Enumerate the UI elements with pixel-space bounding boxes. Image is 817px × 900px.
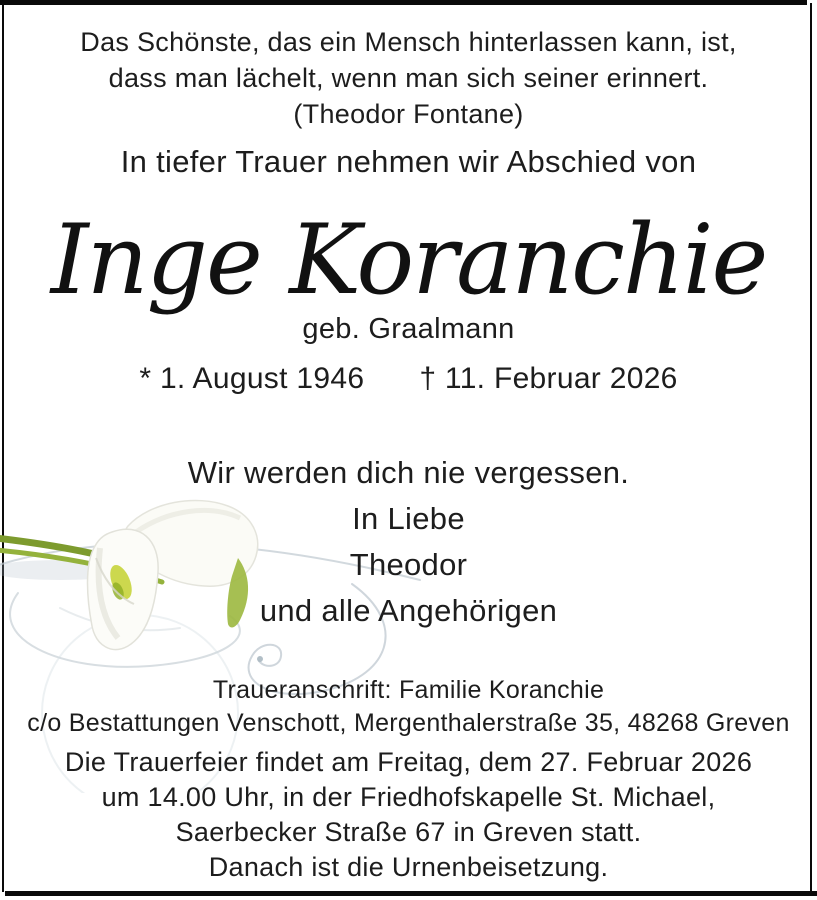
farewell-line: und alle Angehörigen [259, 593, 558, 628]
frame-top-bar [0, 0, 807, 5]
service-line: Saerbecker Straße 67 in Greven statt. [175, 817, 642, 847]
mourning-address [0, 674, 817, 740]
life-dates [0, 358, 817, 400]
service-line: Die Trauerfeier findet am Freitag, dem 27. Februar 2026 [64, 747, 753, 777]
intro-line: In tiefer Trauer nehmen wir Abschied von [120, 144, 697, 179]
quote-line-1: Das Schönste, das ein Mensch hinterlassen kann, ist, [80, 27, 737, 57]
service-info [0, 745, 817, 885]
service-line: um 14.00 Uhr, in der Friedhofskapelle St. Michael, [101, 782, 716, 812]
mourning-address-line-2: c/o Bestattungen Venschott, Mergenthalerstraße 35, 48268 Greven [27, 709, 790, 737]
maiden-name: geb. Graalmann [302, 313, 515, 345]
farewell-block [0, 450, 817, 634]
memorial-quote [0, 24, 817, 132]
quote-attribution: (Theodor Fontane) [293, 99, 524, 129]
swirl-dot [257, 656, 263, 662]
mourning-address-line-1: Traueranschrift: Familie Koranchie [212, 676, 605, 704]
frame-bottom-bar [5, 891, 817, 896]
quote-line-2: dass man lächelt, wenn man sich seiner erinnert. [108, 63, 709, 93]
farewell-line: Wir werden dich nie vergessen. [187, 455, 630, 490]
farewell-line: In Liebe [352, 501, 465, 536]
birth-date: * 1. August 1946 [139, 362, 365, 395]
service-line: Danach ist die Urnenbeisetzung. [208, 852, 609, 882]
mourner-name: Theodor [349, 547, 468, 582]
death-date: † 11. Februar 2026 [419, 362, 678, 395]
deceased-name: Inge Koranchie [50, 204, 767, 316]
